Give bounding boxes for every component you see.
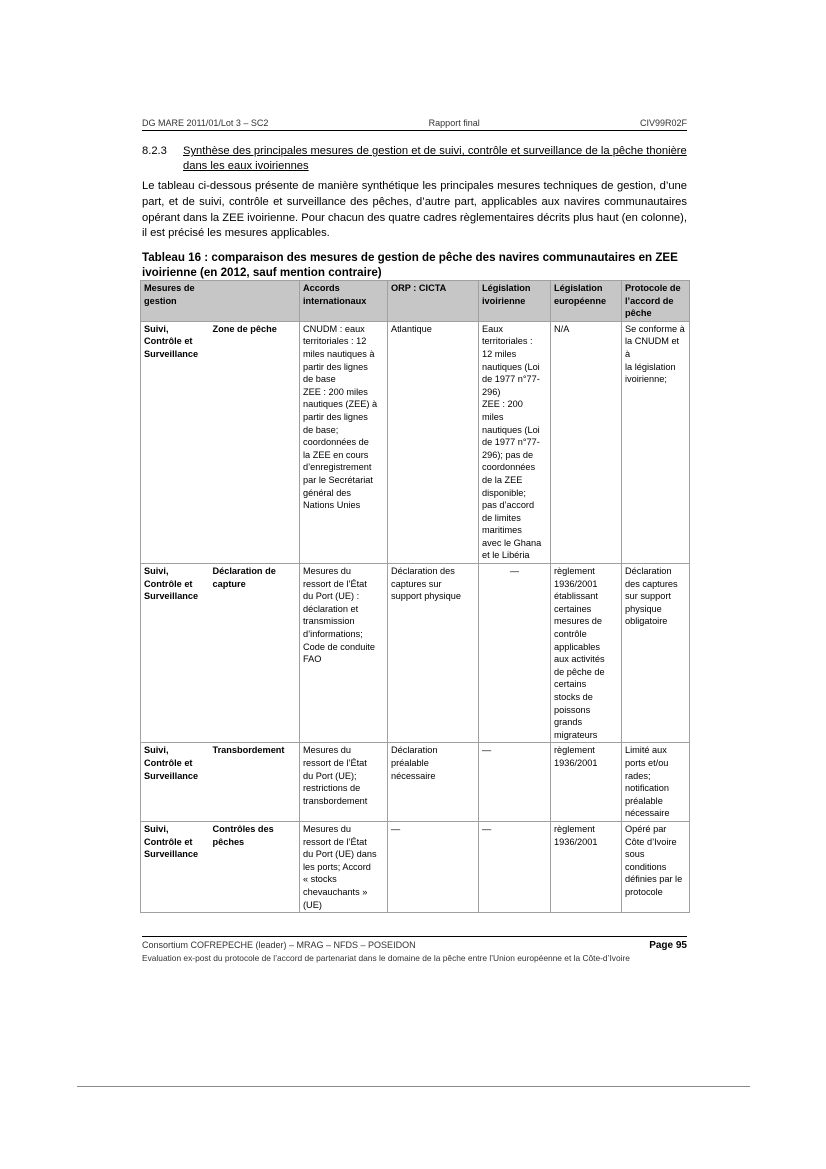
footer-rule [142, 936, 687, 937]
page-number: Page 95 [649, 940, 687, 951]
cell-protocole: Limité aux ports et/ou rades; notification préalable nécessaire [622, 743, 690, 822]
col-header-mesures: Mesures de gestion [141, 281, 210, 322]
header-right: CIV99R02F [639, 118, 687, 128]
measures-table [140, 280, 690, 913]
cell-measure: Contrôles des pêches [210, 821, 300, 912]
col-header-blank [210, 281, 300, 322]
cell-leg-europeenne: règlement 1936/2001 [551, 821, 622, 912]
col-header-orp: ORP : CICTA [388, 281, 479, 322]
cell-protocole: Opéré par Côte d’Ivoire sous conditions définies par le protocole [622, 821, 690, 912]
page-bottom-rule [77, 1086, 750, 1087]
cell-protocole: Déclaration des captures sur support physique obligatoire [622, 564, 690, 743]
cell-category: Suivi, Contrôle et Surveillance [141, 564, 210, 743]
table-caption: Tableau 16 : comparaison des mesures de gestion de pêche des navires communautaires en ZEE ivoirienne (en 2012, sauf mention contraire) [142, 251, 678, 279]
cell-leg-ivoirienne: — [479, 564, 551, 743]
col-header-leg-europeenne: Législation européenne [551, 281, 622, 322]
cell-orp: Déclaration des captures sur support physique [388, 564, 479, 743]
cell-leg-europeenne: règlement 1936/2001 établissant certaines mesures de contrôle applicables aux activités de pêche de certains stocks de poissons grands migrateurs [551, 564, 622, 743]
cell-measure: Zone de pêche [210, 321, 300, 563]
col-header-accords: Accords internationaux [300, 281, 388, 322]
cell-leg-europeenne: règlement 1936/2001 [551, 743, 622, 822]
cell-protocole: Se conforme à la CNUDM et à la législation ivoirienne; [622, 321, 690, 563]
footer-description: Evaluation ex-post du protocole de l’accord de partenariat dans le domaine de la pêche entre l’Union européenne et la Côte-d’Ivoire [142, 953, 630, 963]
table-header-row [141, 281, 690, 322]
table-row [141, 821, 690, 912]
cell-accords: Mesures du ressort de l’État du Port (UE) : déclaration et transmission d’informations; Code de conduite FAO [300, 564, 388, 743]
page-header [142, 118, 687, 128]
cell-orp: Déclaration préalable nécessaire [388, 743, 479, 822]
footer-consortium: Consortium COFREPECHE (leader) – MRAG – NFDS – POSEIDON [142, 940, 416, 950]
section-title: Synthèse des principales mesures de gestion et de suivi, contrôle et surveillance de la pêche thonière dans les eaux ivoiriennes [183, 145, 687, 172]
cell-accords: Mesures du ressort de l’État du Port (UE); restrictions de transbordement [300, 743, 388, 822]
header-left: DG MARE 2011/01/Lot 3 – SC2 [142, 118, 269, 128]
cell-leg-ivoirienne: Eaux territoriales : 12 miles nautiques (Loi de 1977 n°77- 296) ZEE : 200 miles nautiques (Loi de 1977 n°77- 296); pas de coordonnées de la ZEE disponible; pas d’accord de limites maritimes avec le Ghana et le Libéria [479, 321, 551, 563]
page-footer [142, 940, 687, 951]
header-rule [142, 130, 687, 131]
cell-leg-ivoirienne: — [479, 743, 551, 822]
cell-measure: Transbordement [210, 743, 300, 822]
cell-leg-europeenne: N/A [551, 321, 622, 563]
cell-orp: — [388, 821, 479, 912]
section-heading [142, 144, 687, 174]
cell-orp: Atlantique [388, 321, 479, 563]
table-row [141, 321, 690, 563]
table-row [141, 564, 690, 743]
cell-accords: CNUDM : eaux territoriales : 12 miles nautiques à partir des lignes de base ZEE : 200 miles nautiques (ZEE) à partir des lignes de base; coordonnées de la ZEE en cours d’enregistrement par le Secrétariat général des Nations Unies [300, 321, 388, 563]
cell-accords: Mesures du ressort de l’État du Port (UE) dans les ports; Accord « stocks chevauchants » (UE) [300, 821, 388, 912]
table-row [141, 743, 690, 822]
section-number: 8.2.3 [142, 145, 167, 157]
cell-category: Suivi, Contrôle et Surveillance [141, 743, 210, 822]
intro-paragraph: Le tableau ci-dessous présente de manière synthétique les principales mesures techniques de gestion, d’une part, et de suivi, contrôle et surveillance des pêches, d’autre part, applicables aux navires communautaires opérant dans la ZEE ivoirienne. Pour chacun des quatre cadres règlementaires décrits plus haut (en colonne), il est précisé les mesures applicables. [142, 180, 687, 240]
col-header-leg-ivoirienne: Législation ivoirienne [479, 281, 551, 322]
cell-leg-ivoirienne: — [479, 821, 551, 912]
header-center: Rapport final [428, 118, 480, 128]
cell-measure: Déclaration de capture [210, 564, 300, 743]
cell-category: Suivi, Contrôle et Surveillance [141, 321, 210, 563]
col-header-protocole: Protocole de l’accord de pêche [622, 281, 690, 322]
cell-category: Suivi, Contrôle et Surveillance [141, 821, 210, 912]
